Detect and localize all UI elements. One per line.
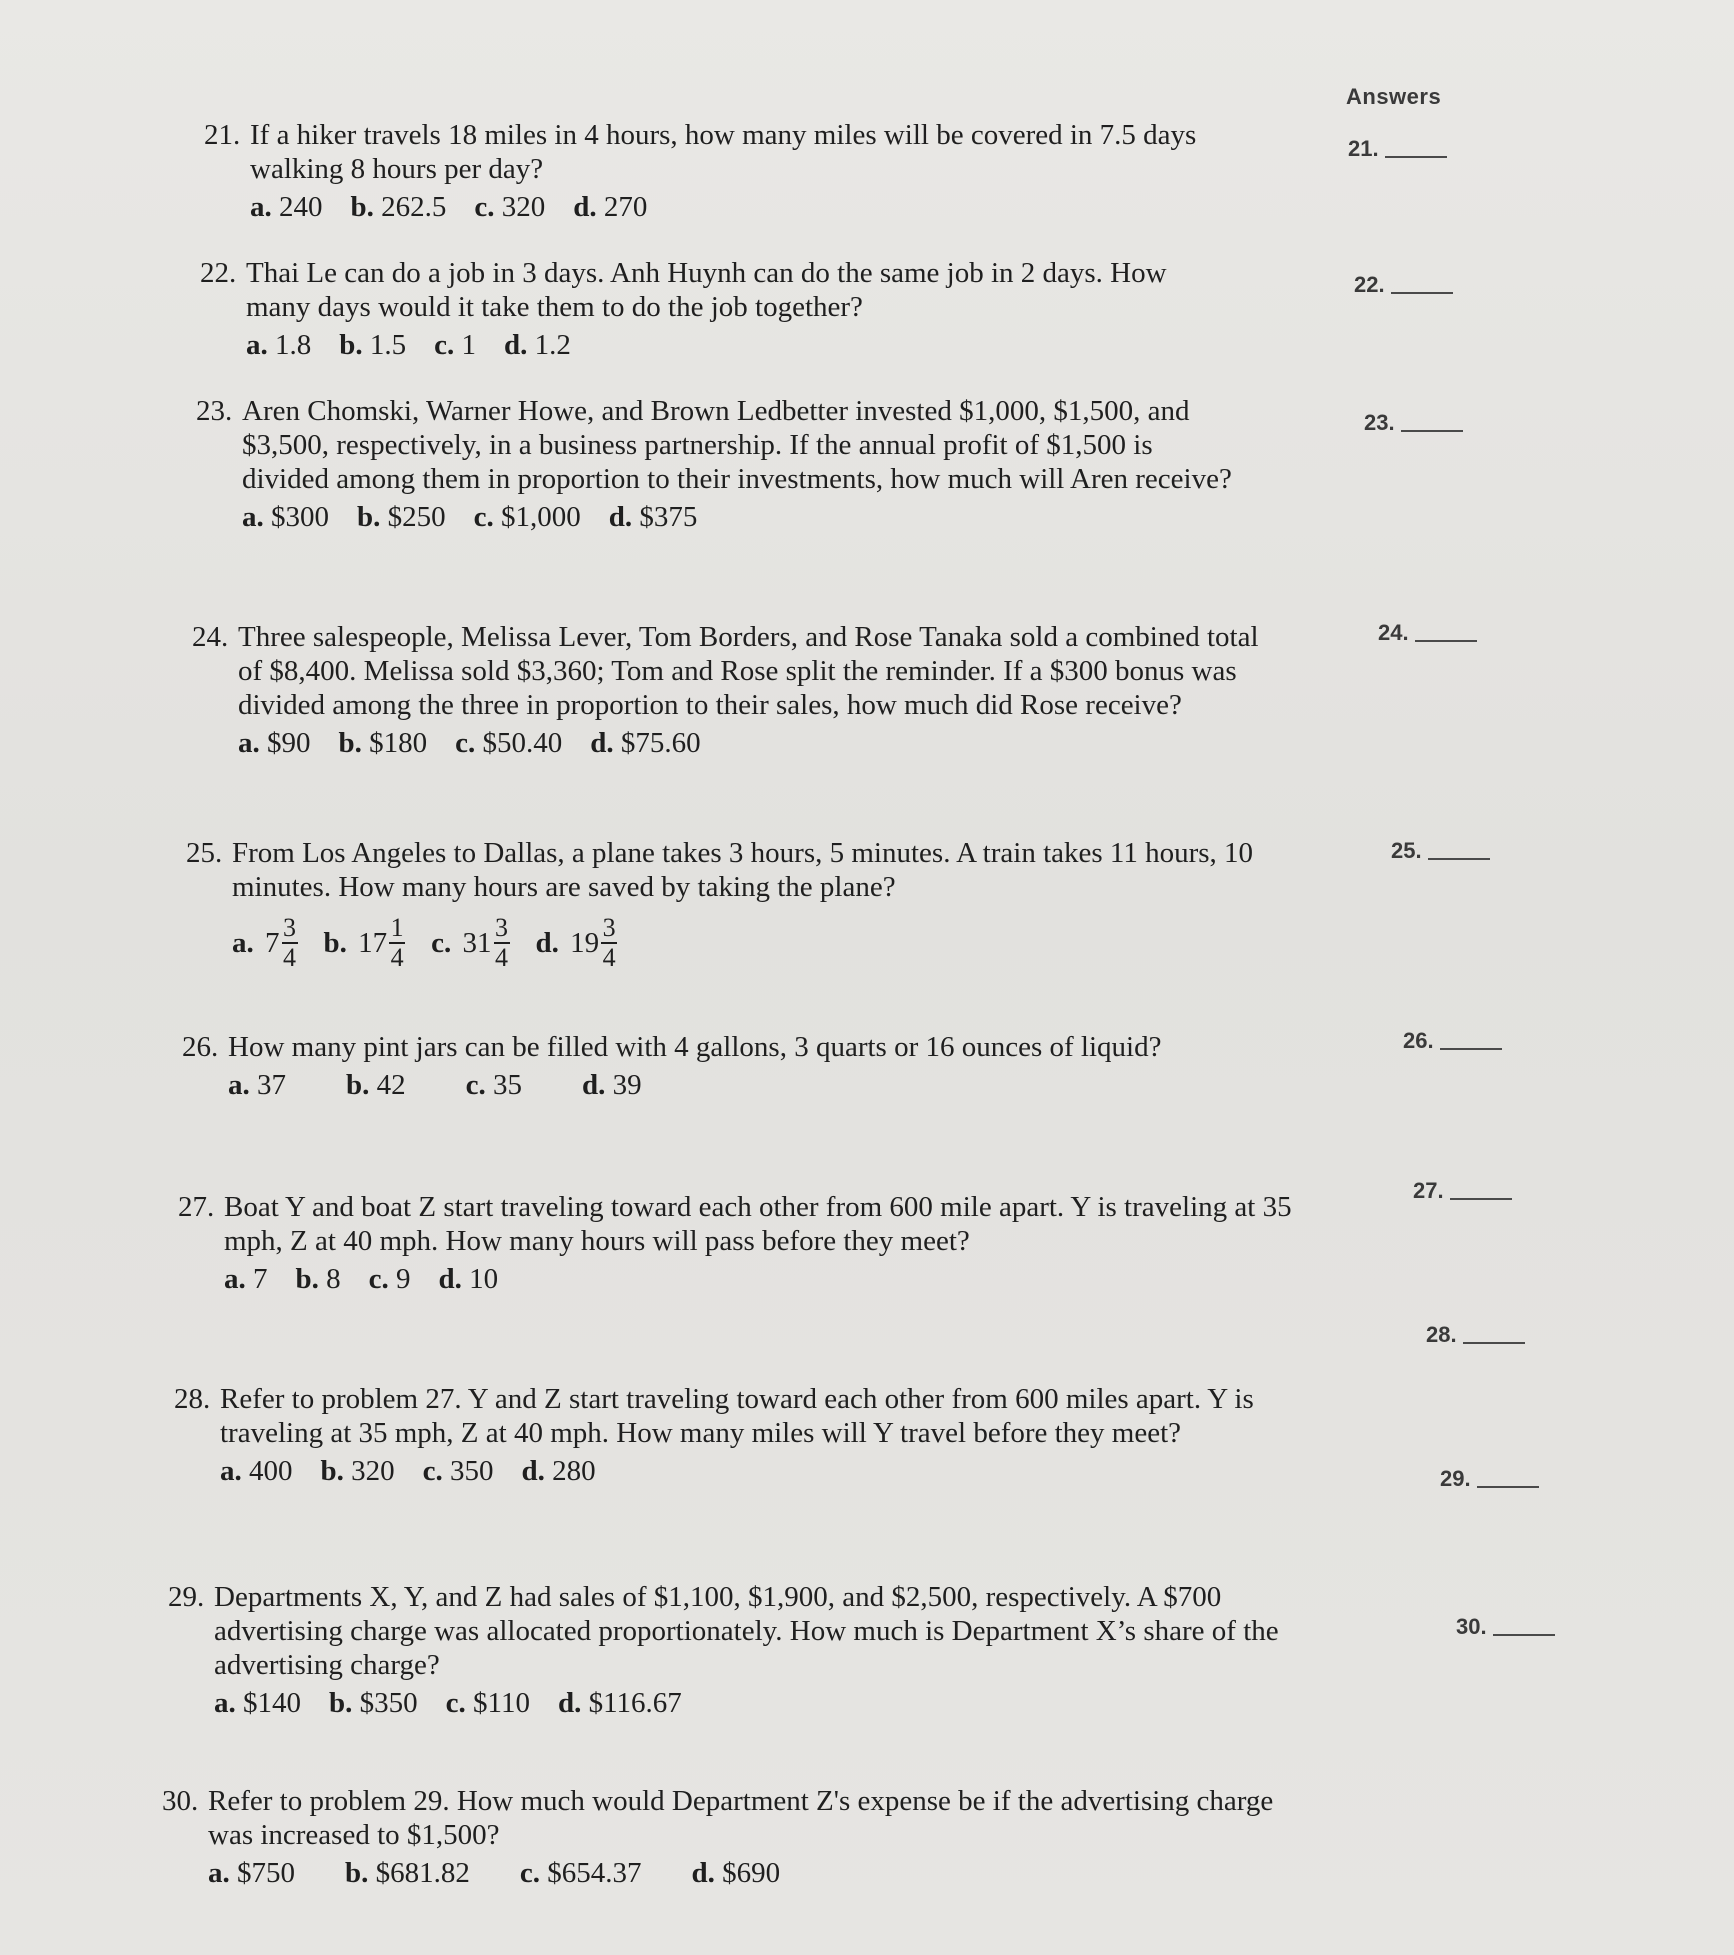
answer-slot-22[interactable] <box>1354 272 1453 298</box>
fraction: $\frac{1}{4}$ <box>390 913 404 972</box>
answer-slot-23[interactable] <box>1364 410 1463 436</box>
answer-slot-21[interactable] <box>1348 136 1447 162</box>
choice-c[interactable]: c. 31 $\frac{3}{4}$ <box>431 913 509 972</box>
answer-blank[interactable] <box>1428 858 1490 860</box>
answer-slot-30[interactable] <box>1456 1614 1555 1640</box>
choice-a[interactable]: a. 1.8 <box>246 329 312 361</box>
choice-a[interactable]: a. 7 $\frac{3}{4}$ <box>232 913 296 972</box>
choice-b[interactable]: b. $250 <box>357 501 446 533</box>
choice-d[interactable]: d. 280 <box>521 1455 596 1487</box>
answer-choices <box>232 914 1266 972</box>
answer-choices <box>238 726 1262 760</box>
choice-a[interactable]: a. 7 <box>224 1263 268 1295</box>
answer-slot-26[interactable] <box>1403 1028 1502 1054</box>
choice-a[interactable]: a. $90 <box>238 727 311 759</box>
choice-c[interactable]: c. 320 <box>474 191 546 223</box>
answer-slot-25[interactable] <box>1391 838 1490 864</box>
choice-c[interactable]: c. $50.40 <box>455 727 563 759</box>
question-27 <box>178 1190 1298 1296</box>
answer-slot-label: 27. <box>1413 1178 1444 1203</box>
choice-d[interactable]: d. 270 <box>573 191 648 223</box>
answer-blank[interactable] <box>1450 1198 1512 1200</box>
answer-slot-label: 30. <box>1456 1614 1487 1639</box>
question-number: 26. <box>182 1031 219 1063</box>
answer-slot-label: 22. <box>1354 272 1385 297</box>
answer-slot-24[interactable] <box>1378 620 1477 646</box>
answer-slot-label: 24. <box>1378 620 1409 645</box>
question-23 <box>196 394 1246 534</box>
answer-slot-label: 25. <box>1391 838 1422 863</box>
choice-b[interactable]: b. 1.5 <box>339 329 407 361</box>
fraction: $\frac{3}{4}$ <box>602 913 616 972</box>
question-number: 22. <box>200 257 237 289</box>
question-text: Departments X, Y, and Z had sales of $1,100, $1,900, and $2,500, respectively. A $700 advertising charge was allocated proportionately. How much is Department X’s share of the advertising charge? <box>214 1581 1279 1681</box>
answers-heading: Answers <box>1346 84 1442 109</box>
question-text: Refer to problem 27. Y and Z start traveling toward each other from 600 miles apart. Y is traveling at 35 mph, Z at 40 mph. How many miles will Y travel before they meet? <box>220 1383 1254 1449</box>
fraction: $\frac{3}{4}$ <box>495 913 509 972</box>
answer-blank[interactable] <box>1463 1342 1525 1344</box>
answer-blank[interactable] <box>1415 640 1477 642</box>
answer-blank[interactable] <box>1477 1486 1539 1488</box>
answer-choices <box>214 1686 1298 1720</box>
answer-blank[interactable] <box>1440 1048 1502 1050</box>
answer-slot-label: 23. <box>1364 410 1395 435</box>
question-22 <box>200 256 1200 362</box>
question-30 <box>162 1784 1282 1890</box>
answer-choices <box>224 1262 1298 1296</box>
choice-d[interactable]: d. $75.60 <box>590 727 701 759</box>
answer-blank[interactable] <box>1385 156 1447 158</box>
question-25 <box>186 836 1266 972</box>
answer-choices <box>208 1856 1282 1890</box>
question-21 <box>204 118 1244 224</box>
choice-c[interactable]: c. 35 <box>465 1069 523 1101</box>
question-text: If a hiker travels 18 miles in 4 hours, how many miles will be covered in 7.5 days walking 8 hours per day? <box>250 119 1197 185</box>
answer-choices <box>246 328 1200 362</box>
choice-c[interactable]: c. 9 <box>368 1263 411 1295</box>
choice-b[interactable]: b. $350 <box>329 1687 418 1719</box>
answer-choices <box>250 190 1244 224</box>
choice-d[interactable]: d. 1.2 <box>504 329 571 361</box>
choice-c[interactable]: c. $654.37 <box>519 1857 642 1889</box>
question-text: Refer to problem 29. How much would Department Z's expense be if the advertising charge was increased to $1,500? <box>208 1785 1274 1851</box>
question-number: 25. <box>186 837 223 869</box>
question-number: 23. <box>196 395 233 427</box>
choice-c[interactable]: c. $1,000 <box>473 501 581 533</box>
choice-b[interactable]: b. 262.5 <box>350 191 447 223</box>
answer-choices <box>220 1454 1284 1488</box>
choice-b[interactable]: b. 8 <box>295 1263 341 1295</box>
choice-d[interactable]: d. 39 <box>582 1069 642 1101</box>
question-24 <box>192 620 1262 760</box>
choice-b[interactable]: b. 42 <box>346 1069 406 1101</box>
question-text: Three salespeople, Melissa Lever, Tom Borders, and Rose Tanaka sold a combined total of $8,400. Melissa sold $3,360; Tom and Rose split the reminder. If a $300 bonus was divided among the three in proportion to their sales, how much did Rose receive? <box>238 621 1259 721</box>
question-number: 30. <box>162 1785 199 1817</box>
question-text: Thai Le can do a job in 3 days. Anh Huynh can do the same job in 2 days. How many days would it take them to do the job together? <box>246 257 1167 323</box>
answer-slot-27[interactable] <box>1413 1178 1512 1204</box>
choice-b[interactable]: b. $681.82 <box>345 1857 470 1889</box>
choice-a[interactable]: a. 37 <box>228 1069 286 1101</box>
question-text: From Los Angeles to Dallas, a plane takes 3 hours, 5 minutes. A train takes 11 hours, 10 minutes. How many hours are saved by taking the plane? <box>232 837 1254 903</box>
choice-c[interactable]: c. 350 <box>422 1455 494 1487</box>
choice-d[interactable]: d. $375 <box>608 501 698 533</box>
question-28 <box>174 1382 1284 1488</box>
question-26 <box>182 1030 1222 1102</box>
choice-a[interactable]: a. $750 <box>208 1857 295 1889</box>
question-number: 21. <box>204 119 241 151</box>
answer-blank[interactable] <box>1391 292 1453 294</box>
choice-a[interactable]: a. 240 <box>250 191 323 223</box>
question-29 <box>168 1580 1298 1720</box>
question-number: 29. <box>168 1581 205 1613</box>
answer-choices <box>242 500 1246 534</box>
answer-choices <box>228 1068 1222 1102</box>
question-text: How many pint jars can be filled with 4 gallons, 3 quarts or 16 ounces of liquid? <box>228 1031 1162 1063</box>
answer-blank[interactable] <box>1401 430 1463 432</box>
answer-slot-28[interactable] <box>1426 1322 1525 1348</box>
answer-slot-29[interactable] <box>1440 1466 1539 1492</box>
choice-a[interactable]: a. $300 <box>242 501 329 533</box>
choice-b[interactable]: b. $180 <box>338 727 428 759</box>
fraction: $\frac{3}{4}$ <box>283 913 296 972</box>
choice-d[interactable]: d. 10 <box>438 1263 499 1295</box>
choice-d[interactable]: d. $690 <box>691 1857 781 1889</box>
choice-d[interactable]: d. $116.67 <box>557 1687 682 1719</box>
choice-b[interactable]: b. 320 <box>320 1455 395 1487</box>
choice-c[interactable]: c. $110 <box>445 1687 530 1719</box>
answer-slot-label: 26. <box>1403 1028 1434 1053</box>
question-number: 27. <box>178 1191 215 1223</box>
choice-b[interactable]: b. 17 $\frac{1}{4}$ <box>323 913 404 972</box>
choice-c[interactable]: c. 1 <box>434 329 477 361</box>
choice-d[interactable]: d. 19 $\frac{3}{4}$ <box>535 913 616 972</box>
answer-slot-label: 29. <box>1440 1466 1471 1491</box>
question-text: Boat Y and boat Z start traveling toward each other from 600 mile apart. Y is traveling at 35 mph, Z at 40 mph. How many hours will pass before they meet? <box>224 1191 1292 1257</box>
choice-a[interactable]: a. $140 <box>214 1687 301 1719</box>
answer-slot-label: 21. <box>1348 136 1379 161</box>
answer-blank[interactable] <box>1493 1634 1555 1636</box>
question-number: 24. <box>192 621 229 653</box>
choice-a[interactable]: a. 400 <box>220 1455 293 1487</box>
question-number: 28. <box>174 1383 211 1415</box>
answer-slot-label: 28. <box>1426 1322 1457 1347</box>
question-text: Aren Chomski, Warner Howe, and Brown Ledbetter invested $1,000, $1,500, and $3,500, respectively, in a business partnership. If the annual profit of $1,500 is divided among them in proportion to their investments, how much will Aren receive? <box>242 395 1232 495</box>
